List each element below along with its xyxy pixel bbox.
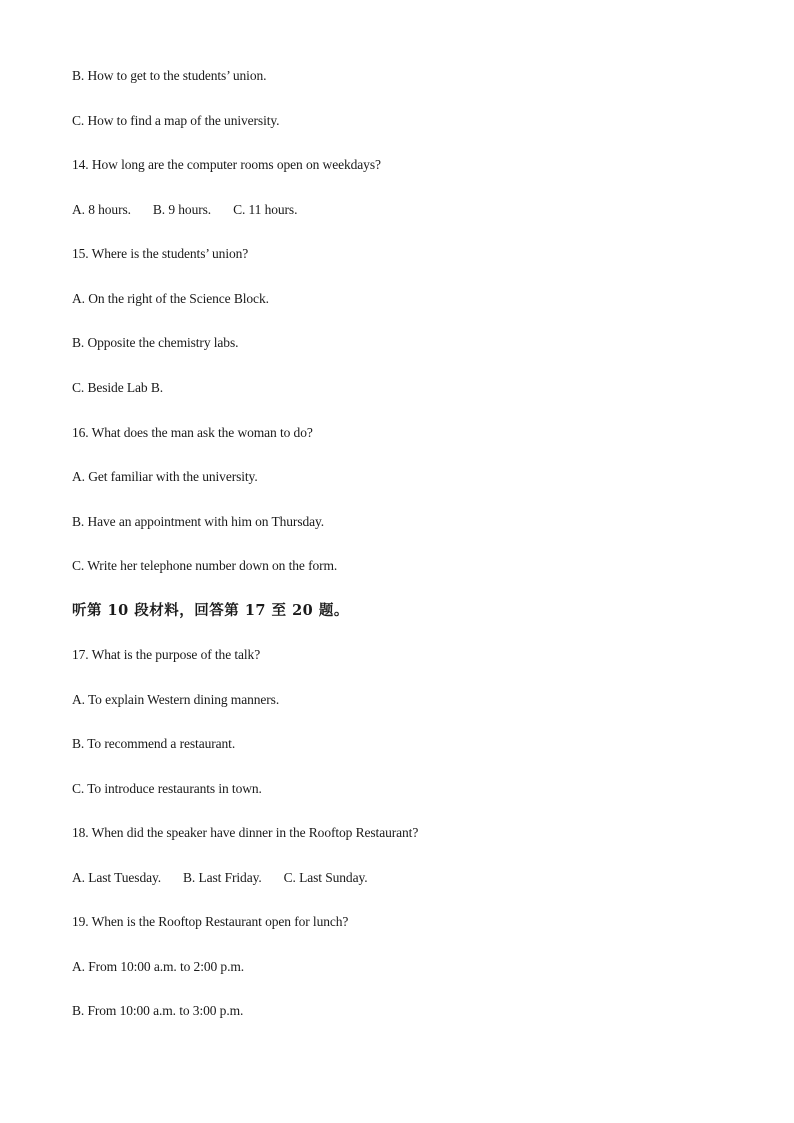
q14-option-c: C. 11 hours. (233, 202, 298, 217)
q18-question: 18. When did the speaker have dinner in the Rooftop Restaurant? (72, 825, 419, 840)
q18-options (72, 869, 368, 887)
q18-option-b: B. Last Friday. (183, 870, 262, 885)
q18-option-c: C. Last Sunday. (283, 870, 368, 885)
q16-question: 16. What does the man ask the woman to do? (72, 425, 313, 440)
section-10-header: 听第 10 段材料，回答第 17 至 20 题。 (72, 602, 349, 619)
q19-option-a: A. From 10:00 a.m. to 2:00 p.m. (72, 959, 245, 974)
q15-question: 15. Where is the students’ union? (72, 246, 249, 261)
q14-options (72, 201, 297, 219)
q18-option-a: A. Last Tuesday. (72, 870, 162, 885)
q17-option-b: B. To recommend a restaurant. (72, 736, 236, 751)
q16-option-b: B. Have an appointment with him on Thursday. (72, 514, 325, 529)
q16-option-a: A. Get familiar with the university. (72, 469, 258, 484)
q14-option-b: B. 9 hours. (152, 202, 212, 217)
q15-option-b: B. Opposite the chemistry labs. (72, 335, 239, 350)
q19-question: 19. When is the Rooftop Restaurant open for lunch? (72, 914, 349, 929)
q13-option-b: B. How to get to the students’ union. (72, 68, 267, 83)
q14-option-a: A. 8 hours. (72, 202, 131, 217)
q15-option-c: C. Beside Lab B. (72, 380, 164, 395)
q17-option-a: A. To explain Western dining manners. (72, 692, 280, 707)
q16-option-c: C. Write her telephone number down on the form. (72, 558, 338, 573)
q17-question: 17. What is the purpose of the talk? (72, 647, 261, 662)
q15-option-a: A. On the right of the Science Block. (72, 291, 269, 306)
q17-option-c: C. To introduce restaurants in town. (72, 781, 262, 796)
q14-question: 14. How long are the computer rooms open on weekdays? (72, 157, 381, 172)
q13-option-c: C. How to find a map of the university. (72, 113, 280, 128)
q19-option-b: B. From 10:00 a.m. to 3:00 p.m. (72, 1003, 244, 1018)
